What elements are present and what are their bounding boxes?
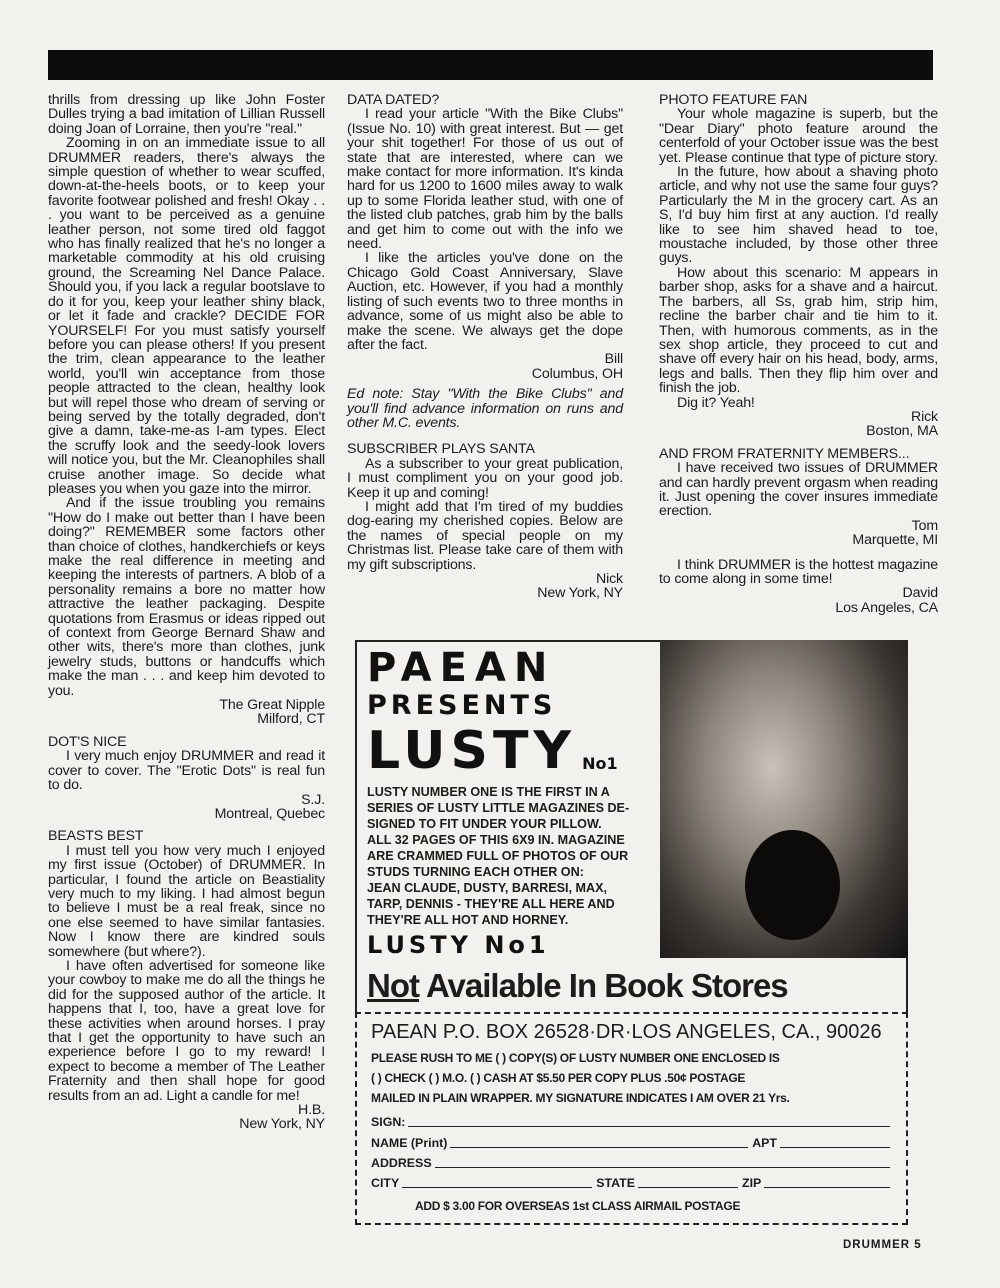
name-line[interactable]	[450, 1146, 748, 1148]
letter-heading: PHOTO FEATURE FAN	[659, 92, 808, 108]
signature-name: David	[902, 585, 938, 602]
letter-body: In the future, how about a shaving photo article, and why not use the same four guys? Particularly the M in the grocery cart. As an S, I'd buy him first at any auction. I'd really like to see him shaved head to toe, moustache included, by those other three guys.	[659, 164, 938, 267]
letter-heading: DATA DATED?	[347, 92, 440, 108]
zip-label: ZIP	[742, 1176, 762, 1190]
signature-name: Tom	[911, 517, 938, 534]
header-black-bar	[48, 50, 933, 80]
ad-copy-line: ALL 32 PAGES OF THIS 6X9 IN. MAGAZINE	[367, 833, 625, 847]
signature-name: Bill	[604, 351, 623, 368]
coupon-line: PLEASE RUSH TO ME ( ) COPY(S) OF LUSTY NUMBER ONE ENCLOSED IS	[371, 1051, 780, 1065]
ad-logo-paean: PAEAN	[367, 646, 556, 690]
signature-location: New York, NY	[239, 1116, 325, 1133]
letter-heading: DOT'S NICE	[48, 733, 127, 750]
address-label: ADDRESS	[371, 1156, 432, 1170]
signature-name: S.J.	[301, 791, 325, 808]
letter-body: I read your article "With the Bike Clubs" (Issue No. 10) with great interest. But — get your shit together! For those of us out of state that are interested, where can we make contact for more information. It's kinda hard for us 1200 to 1600 miles away to walk up to some Florida leather stud, with one of the listed club patches, grab him by the balls and get him to come out with the info we need.	[347, 106, 623, 253]
coupon-line: MAILED IN PLAIN WRAPPER. MY SIGNATURE INDICATES I AM OVER 21 Yrs.	[371, 1091, 790, 1105]
ad-logo-lusty: LUSTY	[367, 722, 577, 780]
letter-body: Dig it? Yeah!	[677, 394, 755, 411]
signature-location: Marquette, MI	[852, 532, 938, 549]
sign-label: SIGN:	[371, 1115, 406, 1129]
city-field[interactable]	[371, 1175, 894, 1191]
letter-body: I like the articles you've done on the Chicago Gold Coast Anniversary, Slave Auction, etc. However, if you had a monthly listing of such events two to three months in advance, some of us might also be able to make the scene. We always get the dope after the fact.	[347, 250, 623, 353]
letter-heading: SUBSCRIBER PLAYS SANTA	[347, 441, 535, 458]
state-line[interactable]	[638, 1186, 738, 1188]
letter-heading: AND FROM FRATERNITY MEMBERS...	[659, 445, 910, 462]
sign-line[interactable]	[408, 1125, 890, 1127]
address-line[interactable]	[435, 1166, 890, 1168]
address-field[interactable]	[371, 1155, 894, 1171]
signature-location: Los Angeles, CA	[835, 599, 938, 616]
ad-copy-line: LUSTY NUMBER ONE IS THE FIRST IN A	[367, 785, 610, 799]
signature-location: Milford, CT	[257, 711, 325, 728]
editor-note: Ed note: Stay "With the Bike Clubs" and you'll find advance information on runs and other M.C. events.	[347, 386, 623, 431]
ad-copy-line: THEY'RE ALL HOT AND HORNEY.	[367, 913, 569, 927]
letter-body: I might add that I'm tired of my buddies dog-earing my cherished copies. Below are the names of special people on my Christmas list. Please take care of them with my gift subscriptions.	[347, 498, 623, 573]
signature-name: H.B.	[298, 1102, 325, 1119]
letter-body: How about this scenario: M appears in barber shop, asks for a shave and a haircut. The barbers, all Ss, grab him, strip him, recline the barber chair and tie him to it. Then, with humorous comments, as in the sex shop article, they proceed to cut and shave off every hair on his head, body, arms, legs and balls. Then they flip him over and finish the job.	[659, 264, 938, 397]
letter-body: I think DRUMMER is the hottest magazine to come along in some time!	[659, 556, 938, 587]
ad-copy-line: SIGNED TO FIT UNDER YOUR PILLOW.	[367, 817, 602, 831]
lusty-advertisement	[355, 640, 908, 1228]
apt-label: APT	[752, 1136, 777, 1150]
ad-copy-line: STUDS TURNING EACH OTHER ON:	[367, 865, 584, 879]
ad-headline-rest: Available In Book Stores	[425, 967, 788, 1004]
ad-headline	[367, 966, 788, 1006]
page-number: DRUMMER 5	[843, 1239, 922, 1251]
coupon-address: PAEAN P.O. BOX 26528·DR·LOS ANGELES, CA., 90026	[371, 1021, 882, 1043]
letter-body: I must tell you how very much I enjoyed my first issue (October) of DRUMMER. In particular, I found the article on Beastiality very much to my liking. I had almost begun to believe I must be a real freak, since no one else seemed to have similar fantasies. Now I know there are kindred souls somewhere (but where?).	[48, 842, 325, 960]
column-1	[48, 93, 325, 1132]
ad-logo-small: LUSTY No1	[367, 931, 550, 959]
name-label: NAME (Print)	[371, 1136, 448, 1150]
letter-body: I have often advertised for someone like your cowboy to make me do all the things he did for the supposed author of the article. It happens that I, too, have a great love for these activities when around horses. I pray that I get the opportunity to have such an experience before I go to my reward! I expect to become a member of The Leather Fraternity and then shall hope for good results from an ad. Light a candle for me!	[48, 957, 325, 1104]
column-2	[347, 93, 623, 601]
city-label: CITY	[371, 1176, 400, 1190]
column-3	[659, 93, 938, 615]
signature-location: Columbus, OH	[531, 365, 623, 382]
city-line[interactable]	[402, 1186, 592, 1188]
signature-location: Montreal, Quebec	[214, 805, 325, 822]
signature-name: Rick	[911, 408, 938, 425]
letter-body: As a subscriber to your great publication, I must compliment you on your good job. Keep it up and coming!	[347, 455, 623, 501]
ad-copy-line: SERIES OF LUSTY LITTLE MAGAZINES DE-	[367, 801, 630, 815]
ad-logo-presents: PRESENTS	[367, 690, 557, 721]
ad-left-panel	[367, 646, 657, 960]
article-paragraph: And if the issue troubling you remains "How do I make out better than I have been doing?" REMEMBER some factors other than choice of clothes, handkerchiefs or keys make the real difference in meeting and keeping the interests of partners. A blob of a personality remains a bore no matter how attractive the leather packaging. Despite quotations from Erasmus or ideas ripped out of context from George Bernard Shaw and other wits, there's more than clothes, junk jewelry studs, buttons or handcuffs which make the man . . . and keep him devoted to you.	[48, 495, 325, 699]
letter-body: Your whole magazine is superb, but the "Dear Diary" photo feature around the centerfold of your October issue was the best yet. Please continue that type of picture story.	[659, 106, 938, 166]
signature-location: New York, NY	[537, 585, 623, 602]
state-label: STATE	[596, 1176, 636, 1190]
zip-line[interactable]	[764, 1186, 890, 1188]
ad-copy-line: JEAN CLAUDE, DUSTY, BARRESI, MAX,	[367, 881, 608, 895]
name-field[interactable]	[371, 1135, 894, 1151]
ad-logo-lusty-row	[367, 722, 657, 780]
coupon-footer: ADD $ 3.00 FOR OVERSEAS 1st CLASS AIRMAIL POSTAGE	[415, 1199, 741, 1213]
ad-photo	[660, 640, 908, 958]
ad-copy-line: ARE CRAMMED FULL OF PHOTOS OF OUR	[367, 849, 629, 863]
article-paragraph: Zooming in on an immediate issue to all DRUMMER readers, there's always the simple question of whether to wear scuffed, down-at-the-heels boots, or to keep your favorite footwear polished and fresh! Okay . . . you want to be perceived as a genuine leather person, not some tired old faggot who has finally realized that he's no longer a marketable commodity at his old cruising ground, the Screaming Nel Dance Palace. Should you, if you lack a regular bootslave to do it for you, keep your leather shiny black, or let it fade and crackle? DECIDE FOR YOURSELF! For you must satisfy yourself before you can please others! If you present the trim, clean appearance to the leather world, you'll win acceptance from those people attracted to the clean, healthy look but will repel those who dream of serving or being served by the totally degraded, don't give a damn, take-me-as I-am types. Elect the scruffy look and the seedy-look lovers will notice you, but the Mr. Cleanophiles shall cruise another image. So decide what pleases you when you gaze into the mirror.	[48, 135, 325, 497]
sign-field[interactable]	[371, 1114, 894, 1130]
signature-location: Boston, MA	[866, 423, 938, 440]
ad-headline-not: Not	[367, 967, 419, 1004]
letter-heading: BEASTS BEST	[48, 828, 144, 845]
ad-copy-line: TARP, DENNIS - THEY'RE ALL HERE AND	[367, 897, 615, 911]
signature-name: Nick	[596, 571, 623, 587]
ad-logo-number: No1	[582, 754, 618, 773]
article-paragraph: thrills from dressing up like John Foster Dulles trying a bad imitation of Lillian Russell doing Joan of Lorraine, then you're "real."	[48, 92, 325, 137]
letter-body: I very much enjoy DRUMMER and read it cover to cover. The "Erotic Dots" is real fun to do.	[48, 748, 325, 794]
ad-copy	[367, 784, 657, 928]
apt-line[interactable]	[780, 1146, 890, 1148]
order-coupon	[355, 1012, 908, 1225]
ad-photo-figure	[745, 830, 840, 940]
coupon-line: ( ) CHECK ( ) M.O. ( ) CASH AT $5.50 PER COPY PLUS .50¢ POSTAGE	[371, 1071, 746, 1085]
signature-name: The Great Nipple	[219, 697, 325, 714]
letter-body: I have received two issues of DRUMMER and can hardly prevent orgasm when reading it. Just opening the cover insures immediate erection.	[659, 460, 938, 520]
